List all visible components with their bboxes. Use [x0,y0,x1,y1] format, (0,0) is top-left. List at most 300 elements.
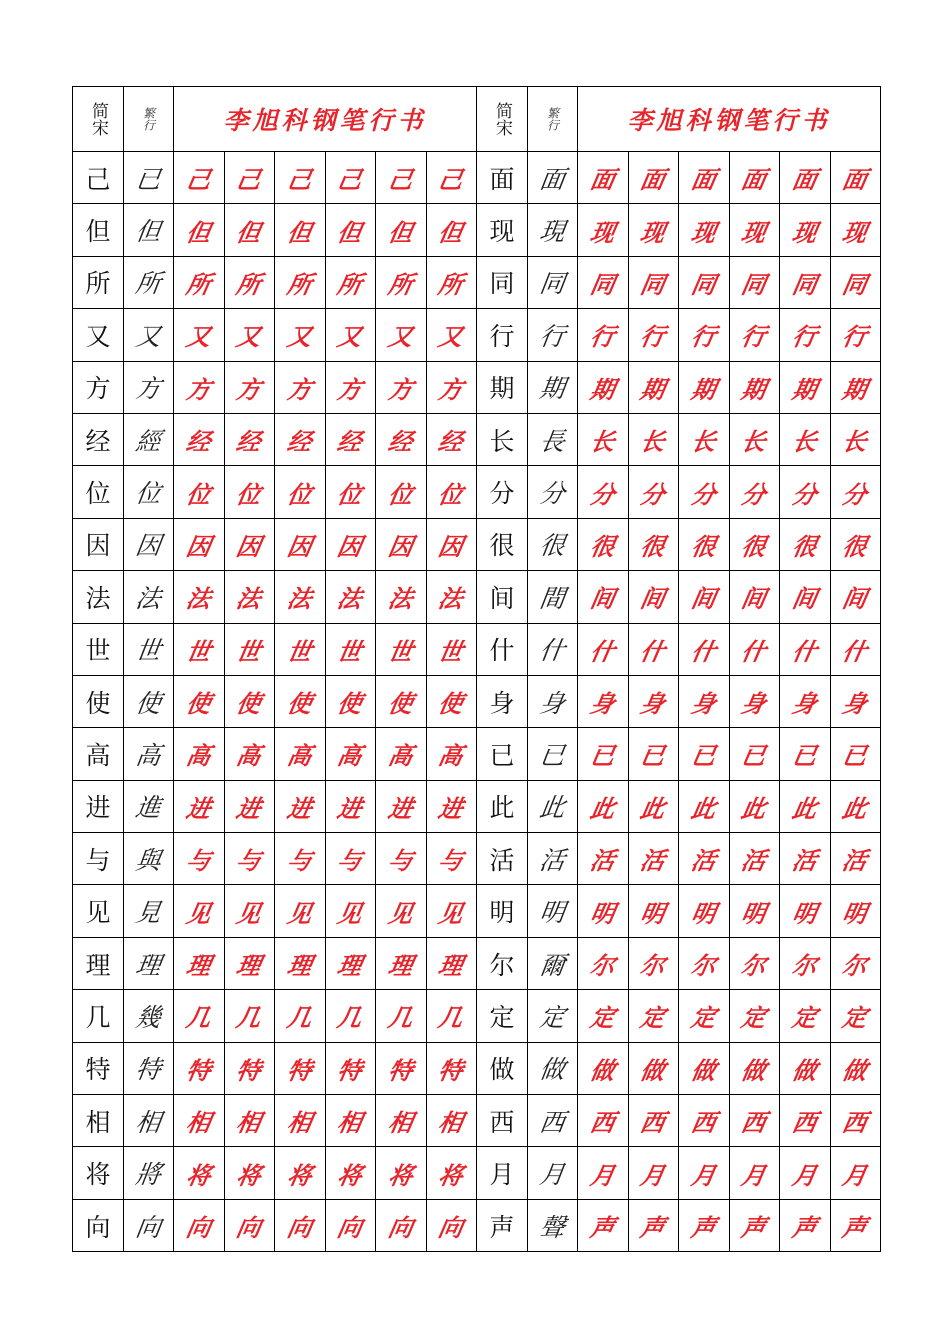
practice-cell [679,1199,730,1251]
practice-cell [628,1147,679,1199]
practice-char: 长 [840,428,870,457]
practice-cell [679,833,730,885]
practice-char: 理 [436,952,466,981]
practice-cell [578,675,629,727]
trad-cell [528,623,578,675]
practice-cell [578,1042,629,1094]
song-cell [73,780,124,832]
practice-char: 现 [638,218,668,247]
practice-cell [224,728,275,780]
practice-char: 使 [183,690,213,719]
trad-cell [528,361,578,413]
trad-char: 相 [133,1107,163,1137]
practice-cell [729,152,780,204]
practice-cell [275,623,326,675]
practice-char: 使 [385,690,415,719]
practice-char: 见 [436,899,466,928]
table-row [73,413,881,465]
practice-char: 因 [183,532,213,561]
practice-cell [578,518,629,570]
practice-cell [679,937,730,989]
practice-cell [376,990,427,1042]
practice-char: 向 [335,1214,365,1242]
practice-char: 尔 [840,952,870,981]
practice-cell [830,623,881,675]
trad-char: 現 [537,217,567,247]
practice-char: 又 [183,323,213,352]
table-row [73,885,881,937]
practice-char: 明 [789,899,819,928]
practice-char: 已 [789,742,819,771]
song-char: 行 [489,321,515,351]
practice-cell [578,780,629,832]
practice-cell [578,256,629,308]
practice-cell [376,466,427,518]
song-char: 位 [85,479,111,509]
practice-char: 与 [385,847,415,876]
title-text: 李旭科钢笔行书 [223,106,427,135]
practice-char: 法 [284,585,314,614]
practice-char: 但 [436,218,466,247]
practice-char: 行 [840,323,870,352]
practice-cell [729,675,780,727]
practice-cell [780,1095,831,1147]
practice-cell [780,1042,831,1094]
practice-cell [578,1199,629,1251]
practice-cell [628,990,679,1042]
practice-cell [578,623,629,675]
practice-cell [174,675,225,727]
practice-cell [426,1147,477,1199]
practice-char: 已 [739,742,769,771]
song-cell [73,152,124,204]
practice-cell [325,728,376,780]
practice-char: 尔 [587,952,617,981]
practice-char: 将 [335,1161,365,1190]
practice-char: 面 [789,166,819,195]
song-char: 见 [85,898,111,928]
practice-char: 声 [840,1214,870,1242]
title-text: 李旭科钢笔行书 [627,106,831,135]
trad-cell [528,1147,578,1199]
practice-cell [275,413,326,465]
practice-char: 活 [688,847,718,876]
table-row [73,1042,881,1094]
practice-char: 定 [840,1004,870,1033]
practice-cell [780,309,831,361]
header-trad-left [124,87,174,152]
practice-cell [578,1147,629,1199]
practice-char: 很 [739,532,769,561]
practice-cell [679,1095,730,1147]
practice-char: 理 [284,952,314,981]
practice-char: 几 [385,1004,415,1033]
trad-cell [124,1199,174,1251]
practice-cell [376,1095,427,1147]
practice-char: 分 [587,480,617,509]
practice-char: 活 [789,847,819,876]
practice-cell [426,204,477,256]
practice-cell [628,152,679,204]
practice-cell [628,885,679,937]
song-char: 将 [85,1160,111,1190]
table-row [73,833,881,885]
trad-cell [528,728,578,780]
practice-cell [830,1042,881,1094]
practice-cell [679,518,730,570]
song-char: 同 [489,269,515,299]
song-cell [477,833,528,885]
practice-char: 行 [739,323,769,352]
practice-char: 同 [789,270,819,299]
song-cell [73,518,124,570]
practice-char: 与 [284,847,314,876]
practice-cell [780,361,831,413]
practice-char: 尔 [739,952,769,981]
practice-char: 间 [739,585,769,614]
song-cell [73,361,124,413]
practice-char: 长 [688,428,718,457]
song-cell [73,990,124,1042]
practice-char: 经 [234,428,264,457]
practice-char: 很 [688,532,718,561]
song-cell [73,937,124,989]
practice-char: 什 [688,637,718,666]
practice-char: 月 [587,1161,617,1190]
practice-cell [376,413,427,465]
practice-cell [679,309,730,361]
practice-char: 此 [789,794,819,823]
practice-cell [679,571,730,623]
practice-cell [729,518,780,570]
practice-char: 世 [385,637,415,666]
practice-char: 长 [638,428,668,457]
practice-cell [376,937,427,989]
practice-cell [224,833,275,885]
practice-char: 理 [183,952,213,981]
practice-char: 行 [638,323,668,352]
song-char: 很 [489,531,515,561]
practice-cell [830,1147,881,1199]
practice-cell [376,518,427,570]
table-row [73,152,881,204]
practice-char: 已 [840,742,870,771]
song-char: 高 [85,740,111,770]
trad-cell [124,309,174,361]
practice-char: 所 [234,270,264,299]
trad-cell [528,780,578,832]
trad-char: 進 [133,793,163,823]
practice-char: 位 [183,480,213,509]
practice-cell [224,937,275,989]
practice-cell [325,885,376,937]
practice-cell [174,413,225,465]
practice-char: 很 [789,532,819,561]
practice-cell [426,990,477,1042]
practice-char: 尔 [688,952,718,981]
practice-char: 方 [284,375,314,404]
practice-cell [174,990,225,1042]
practice-char: 将 [183,1161,213,1190]
practice-cell [679,1042,730,1094]
trad-cell [124,1042,174,1094]
practice-char: 定 [789,1004,819,1033]
practice-char: 己 [284,166,314,195]
practice-char: 声 [739,1214,769,1242]
practice-cell [729,780,780,832]
practice-cell [628,309,679,361]
practice-cell [628,466,679,518]
trad-char: 法 [133,583,163,613]
practice-char: 相 [335,1109,365,1138]
practice-cell [275,361,326,413]
practice-char: 此 [587,794,617,823]
practice-char: 方 [234,375,264,404]
practice-char: 使 [335,690,365,719]
trad-cell [528,571,578,623]
practice-cell [224,675,275,727]
song-label: 简宋 [492,102,513,136]
table-row [73,1199,881,1251]
practice-cell [174,204,225,256]
practice-cell [275,1042,326,1094]
song-cell [73,833,124,885]
practice-cell [628,413,679,465]
practice-char: 明 [688,899,718,928]
trad-char: 分 [537,479,567,509]
practice-char: 向 [385,1214,415,1242]
practice-char: 同 [739,270,769,299]
practice-cell [426,571,477,623]
table-row [73,675,881,727]
song-cell [477,204,528,256]
song-char: 因 [85,531,111,561]
practice-char: 相 [284,1109,314,1138]
song-cell [477,675,528,727]
practice-char: 相 [385,1109,415,1138]
practice-cell [578,204,629,256]
practice-cell [578,728,629,780]
trad-cell [124,990,174,1042]
practice-cell [830,990,881,1042]
practice-cell [729,1199,780,1251]
practice-cell [325,833,376,885]
practice-char: 同 [587,270,617,299]
practice-char: 与 [436,847,466,876]
practice-cell [224,1042,275,1094]
song-char: 与 [85,845,111,875]
practice-char: 面 [688,166,718,195]
trad-char: 很 [537,531,567,561]
practice-char: 几 [234,1004,264,1033]
header-title-right [578,87,881,152]
practice-char: 现 [840,218,870,247]
trad-cell [528,675,578,727]
practice-char: 现 [739,218,769,247]
song-cell [477,728,528,780]
song-cell [73,256,124,308]
trad-cell [124,728,174,780]
trad-char: 見 [133,898,163,928]
trad-cell [124,1095,174,1147]
trad-char: 此 [537,793,567,823]
song-char: 几 [85,1002,111,1032]
practice-cell [780,623,831,675]
practice-char: 身 [688,690,718,719]
practice-cell [780,413,831,465]
trad-char: 幾 [133,1002,163,1032]
song-char: 月 [489,1160,515,1190]
song-cell [73,1199,124,1251]
practice-cell [376,204,427,256]
trad-label: 繁行 [141,107,156,131]
song-char: 活 [489,845,515,875]
practice-cell [224,413,275,465]
trad-cell [124,256,174,308]
practice-cell [325,152,376,204]
practice-char: 什 [587,637,617,666]
practice-cell [830,571,881,623]
song-cell [477,937,528,989]
practice-cell [628,204,679,256]
trad-cell [528,309,578,361]
song-char: 向 [85,1212,111,1242]
practice-char: 期 [789,375,819,404]
practice-cell [578,833,629,885]
trad-cell [528,990,578,1042]
practice-char: 长 [789,428,819,457]
practice-char: 相 [183,1109,213,1138]
practice-cell [628,728,679,780]
practice-cell [376,571,427,623]
practice-char: 定 [587,1004,617,1033]
practice-char: 法 [385,585,415,614]
practice-char: 西 [688,1109,718,1138]
song-char: 经 [85,426,111,456]
practice-cell [679,361,730,413]
practice-cell [830,1095,881,1147]
song-cell [73,309,124,361]
practice-char: 进 [234,794,264,823]
practice-cell [830,361,881,413]
header-row [73,87,881,152]
practice-char: 月 [789,1161,819,1190]
practice-char: 进 [385,794,415,823]
practice-cell [224,152,275,204]
song-cell [73,728,124,780]
practice-cell [830,309,881,361]
trad-char: 特 [133,1055,163,1085]
table-row [73,728,881,780]
practice-char: 向 [436,1214,466,1242]
song-cell [73,204,124,256]
practice-char: 但 [234,218,264,247]
practice-char: 使 [284,690,314,719]
practice-char: 己 [234,166,264,195]
practice-cell [174,466,225,518]
practice-char: 见 [335,899,365,928]
practice-char: 西 [587,1109,617,1138]
trad-char: 所 [133,269,163,299]
practice-cell [679,413,730,465]
practice-char: 面 [638,166,668,195]
song-cell [477,1199,528,1251]
song-char: 间 [489,583,515,613]
practice-char: 同 [688,270,718,299]
practice-cell [578,152,629,204]
practice-cell [275,885,326,937]
practice-cell [174,937,225,989]
header-song-left [73,87,124,152]
practice-cell [426,885,477,937]
trad-char: 間 [537,583,567,613]
trad-cell [528,833,578,885]
practice-cell [830,518,881,570]
practice-cell [224,1199,275,1251]
practice-char: 间 [688,585,718,614]
practice-cell [679,728,730,780]
practice-cell [275,990,326,1042]
practice-cell [174,309,225,361]
practice-char: 世 [234,637,264,666]
trad-char: 位 [133,479,163,509]
trad-cell [528,413,578,465]
trad-char: 爾 [537,950,567,980]
practice-cell [578,571,629,623]
trad-cell [528,885,578,937]
practice-char: 此 [739,794,769,823]
practice-char: 将 [385,1161,415,1190]
practice-char: 又 [234,323,264,352]
practice-char: 现 [688,218,718,247]
practice-cell [578,885,629,937]
trad-char: 向 [133,1212,163,1242]
practice-char: 己 [385,166,415,195]
table-row [73,780,881,832]
practice-char: 同 [638,270,668,299]
practice-char: 所 [335,270,365,299]
table-row [73,990,881,1042]
practice-char: 进 [335,794,365,823]
song-cell [477,1042,528,1094]
trad-char: 身 [537,688,567,718]
practice-cell [376,728,427,780]
trad-char: 西 [537,1107,567,1137]
song-char: 定 [489,1002,515,1032]
practice-cell [325,780,376,832]
table-row [73,361,881,413]
practice-cell [325,361,376,413]
practice-cell [780,571,831,623]
practice-cell [376,152,427,204]
practice-char: 世 [335,637,365,666]
practice-char: 使 [234,690,264,719]
practice-cell [224,256,275,308]
practice-cell [830,256,881,308]
practice-cell [275,728,326,780]
practice-cell [729,937,780,989]
practice-cell [830,937,881,989]
song-label: 简宋 [88,102,108,136]
practice-char: 做 [789,1056,819,1085]
header-trad-right [528,87,578,152]
practice-char: 使 [436,690,466,719]
song-cell [73,1042,124,1094]
song-cell [477,413,528,465]
practice-cell [729,309,780,361]
practice-cell [275,518,326,570]
song-char: 身 [489,688,515,718]
